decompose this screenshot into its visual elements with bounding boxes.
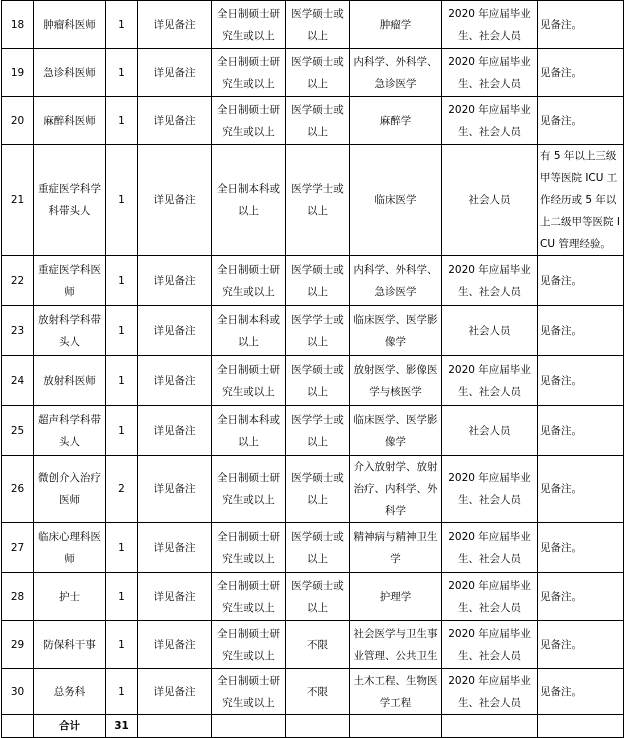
education-requirement-cell: 全日制硕士研究生或以上 <box>212 621 286 669</box>
degree-requirement-cell: 医学硕士或以上 <box>286 256 350 306</box>
target-candidates-cell: 2020 年应届毕业生、社会人员 <box>442 523 538 573</box>
remarks-cell: 见备注。 <box>538 456 624 523</box>
row-number-cell: 21 <box>2 145 34 256</box>
position-name-cell: 麻醉科医师 <box>34 97 106 145</box>
row-number-cell: 30 <box>2 669 34 715</box>
education-requirement-cell: 全日制硕士研究生或以上 <box>212 97 286 145</box>
position-name-cell: 护士 <box>34 573 106 621</box>
recruitment-table <box>1 0 624 738</box>
empty-cell <box>138 715 212 738</box>
position-name-cell: 放射科学科带头人 <box>34 306 106 356</box>
major-requirement-cell: 麻醉学 <box>350 97 442 145</box>
row-number-cell: 20 <box>2 97 34 145</box>
row-number-cell: 29 <box>2 621 34 669</box>
headcount-cell: 2 <box>106 456 138 523</box>
row-number-cell: 18 <box>2 1 34 49</box>
headcount-cell: 1 <box>106 621 138 669</box>
table-row <box>2 145 624 256</box>
table-body <box>2 1 624 738</box>
target-candidates-cell: 2020 年应届毕业生、社会人员 <box>442 669 538 715</box>
headcount-cell: 1 <box>106 573 138 621</box>
age-requirement-cell: 详见备注 <box>138 669 212 715</box>
education-requirement-cell: 全日制硕士研究生或以上 <box>212 49 286 97</box>
position-name-cell: 防保科干事 <box>34 621 106 669</box>
table-row <box>2 523 624 573</box>
target-candidates-cell: 2020 年应届毕业生、社会人员 <box>442 356 538 406</box>
remarks-cell: 见备注。 <box>538 573 624 621</box>
empty-cell <box>350 715 442 738</box>
target-candidates-cell: 2020 年应届毕业生、社会人员 <box>442 1 538 49</box>
age-requirement-cell: 详见备注 <box>138 406 212 456</box>
target-candidates-cell: 社会人员 <box>442 406 538 456</box>
education-requirement-cell: 全日制本科或以上 <box>212 306 286 356</box>
education-requirement-cell: 全日制本科或以上 <box>212 406 286 456</box>
row-number-cell: 24 <box>2 356 34 406</box>
major-requirement-cell: 精神病与精神卫生学 <box>350 523 442 573</box>
position-name-cell: 微创介入治疗医师 <box>34 456 106 523</box>
target-candidates-cell: 2020 年应届毕业生、社会人员 <box>442 573 538 621</box>
remarks-cell: 见备注。 <box>538 523 624 573</box>
education-requirement-cell: 全日制硕士研究生或以上 <box>212 573 286 621</box>
headcount-cell: 1 <box>106 49 138 97</box>
age-requirement-cell: 详见备注 <box>138 97 212 145</box>
age-requirement-cell: 详见备注 <box>138 145 212 256</box>
target-candidates-cell: 社会人员 <box>442 145 538 256</box>
target-candidates-cell: 2020 年应届毕业生、社会人员 <box>442 97 538 145</box>
empty-cell <box>286 715 350 738</box>
major-requirement-cell: 介入放射学、放射治疗、内科学、外科学 <box>350 456 442 523</box>
degree-requirement-cell: 医学硕士或以上 <box>286 97 350 145</box>
degree-requirement-cell: 医学学士或以上 <box>286 406 350 456</box>
age-requirement-cell: 详见备注 <box>138 256 212 306</box>
empty-cell <box>212 715 286 738</box>
remarks-cell: 见备注。 <box>538 356 624 406</box>
degree-requirement-cell: 医学硕士或以上 <box>286 573 350 621</box>
major-requirement-cell: 护理学 <box>350 573 442 621</box>
degree-requirement-cell: 医学硕士或以上 <box>286 523 350 573</box>
empty-cell <box>538 715 624 738</box>
headcount-cell: 1 <box>106 356 138 406</box>
total-label: 合计 <box>34 715 106 738</box>
target-candidates-cell: 2020 年应届毕业生、社会人员 <box>442 256 538 306</box>
position-name-cell: 放射科医师 <box>34 356 106 406</box>
empty-cell <box>442 715 538 738</box>
headcount-cell: 1 <box>106 97 138 145</box>
major-requirement-cell: 内科学、外科学、急诊医学 <box>350 49 442 97</box>
headcount-cell: 1 <box>106 145 138 256</box>
education-requirement-cell: 全日制硕士研究生或以上 <box>212 256 286 306</box>
remarks-cell: 见备注。 <box>538 1 624 49</box>
degree-requirement-cell: 医学硕士或以上 <box>286 1 350 49</box>
headcount-cell: 1 <box>106 306 138 356</box>
table-row <box>2 621 624 669</box>
target-candidates-cell: 2020 年应届毕业生、社会人员 <box>442 49 538 97</box>
degree-requirement-cell: 医学学士或以上 <box>286 306 350 356</box>
target-candidates-cell: 2020 年应届毕业生、社会人员 <box>442 456 538 523</box>
education-requirement-cell: 全日制硕士研究生或以上 <box>212 456 286 523</box>
position-name-cell: 重症医学科医师 <box>34 256 106 306</box>
education-requirement-cell: 全日制本科或以上 <box>212 145 286 256</box>
age-requirement-cell: 详见备注 <box>138 523 212 573</box>
table-row <box>2 1 624 49</box>
age-requirement-cell: 详见备注 <box>138 306 212 356</box>
remarks-cell: 见备注。 <box>538 97 624 145</box>
target-candidates-cell: 2020 年应届毕业生、社会人员 <box>442 621 538 669</box>
row-number-cell: 25 <box>2 406 34 456</box>
row-number-cell: 26 <box>2 456 34 523</box>
table-row <box>2 669 624 715</box>
total-count: 31 <box>106 715 138 738</box>
headcount-cell: 1 <box>106 523 138 573</box>
row-number-cell: 28 <box>2 573 34 621</box>
table-row <box>2 456 624 523</box>
age-requirement-cell: 详见备注 <box>138 356 212 406</box>
table-row <box>2 256 624 306</box>
headcount-cell: 1 <box>106 256 138 306</box>
degree-requirement-cell: 医学硕士或以上 <box>286 356 350 406</box>
age-requirement-cell: 详见备注 <box>138 621 212 669</box>
position-name-cell: 超声科学科带头人 <box>34 406 106 456</box>
table-row <box>2 573 624 621</box>
education-requirement-cell: 全日制硕士研究生或以上 <box>212 356 286 406</box>
position-name-cell: 总务科 <box>34 669 106 715</box>
age-requirement-cell: 详见备注 <box>138 573 212 621</box>
position-name-cell: 急诊科医师 <box>34 49 106 97</box>
headcount-cell: 1 <box>106 669 138 715</box>
headcount-cell: 1 <box>106 406 138 456</box>
table-row <box>2 49 624 97</box>
age-requirement-cell: 详见备注 <box>138 456 212 523</box>
degree-requirement-cell: 医学硕士或以上 <box>286 456 350 523</box>
major-requirement-cell: 内科学、外科学、急诊医学 <box>350 256 442 306</box>
row-number-cell: 22 <box>2 256 34 306</box>
degree-requirement-cell: 医学学士或以上 <box>286 145 350 256</box>
remarks-cell: 见备注。 <box>538 306 624 356</box>
headcount-cell: 1 <box>106 1 138 49</box>
major-requirement-cell: 放射医学、影像医学与核医学 <box>350 356 442 406</box>
row-number-cell: 23 <box>2 306 34 356</box>
age-requirement-cell: 详见备注 <box>138 49 212 97</box>
table-row <box>2 356 624 406</box>
major-requirement-cell: 社会医学与卫生事业管理、公共卫生 <box>350 621 442 669</box>
remarks-cell: 见备注。 <box>538 406 624 456</box>
table-row <box>2 306 624 356</box>
degree-requirement-cell: 不限 <box>286 669 350 715</box>
major-requirement-cell: 临床医学 <box>350 145 442 256</box>
remarks-cell: 有 5 年以上三级甲等医院 ICU 工作经历或 5 年以上二级甲等医院 ICU 管理经验。 <box>538 145 624 256</box>
remarks-cell: 见备注。 <box>538 621 624 669</box>
remarks-cell: 见备注。 <box>538 669 624 715</box>
degree-requirement-cell: 医学硕士或以上 <box>286 49 350 97</box>
major-requirement-cell: 土木工程、生物医学工程 <box>350 669 442 715</box>
total-row <box>2 715 624 738</box>
position-name-cell: 临床心理科医师 <box>34 523 106 573</box>
remarks-cell: 见备注。 <box>538 256 624 306</box>
position-name-cell: 肿瘤科医师 <box>34 1 106 49</box>
education-requirement-cell: 全日制硕士研究生或以上 <box>212 669 286 715</box>
row-number-cell: 27 <box>2 523 34 573</box>
degree-requirement-cell: 不限 <box>286 621 350 669</box>
table-row <box>2 406 624 456</box>
education-requirement-cell: 全日制硕士研究生或以上 <box>212 1 286 49</box>
remarks-cell: 见备注。 <box>538 49 624 97</box>
table-row <box>2 97 624 145</box>
age-requirement-cell: 详见备注 <box>138 1 212 49</box>
row-number-cell: 19 <box>2 49 34 97</box>
major-requirement-cell: 肿瘤学 <box>350 1 442 49</box>
education-requirement-cell: 全日制硕士研究生或以上 <box>212 523 286 573</box>
position-name-cell: 重症医学科学科带头人 <box>34 145 106 256</box>
target-candidates-cell: 社会人员 <box>442 306 538 356</box>
major-requirement-cell: 临床医学、医学影像学 <box>350 306 442 356</box>
empty-cell <box>2 715 34 738</box>
major-requirement-cell: 临床医学、医学影像学 <box>350 406 442 456</box>
